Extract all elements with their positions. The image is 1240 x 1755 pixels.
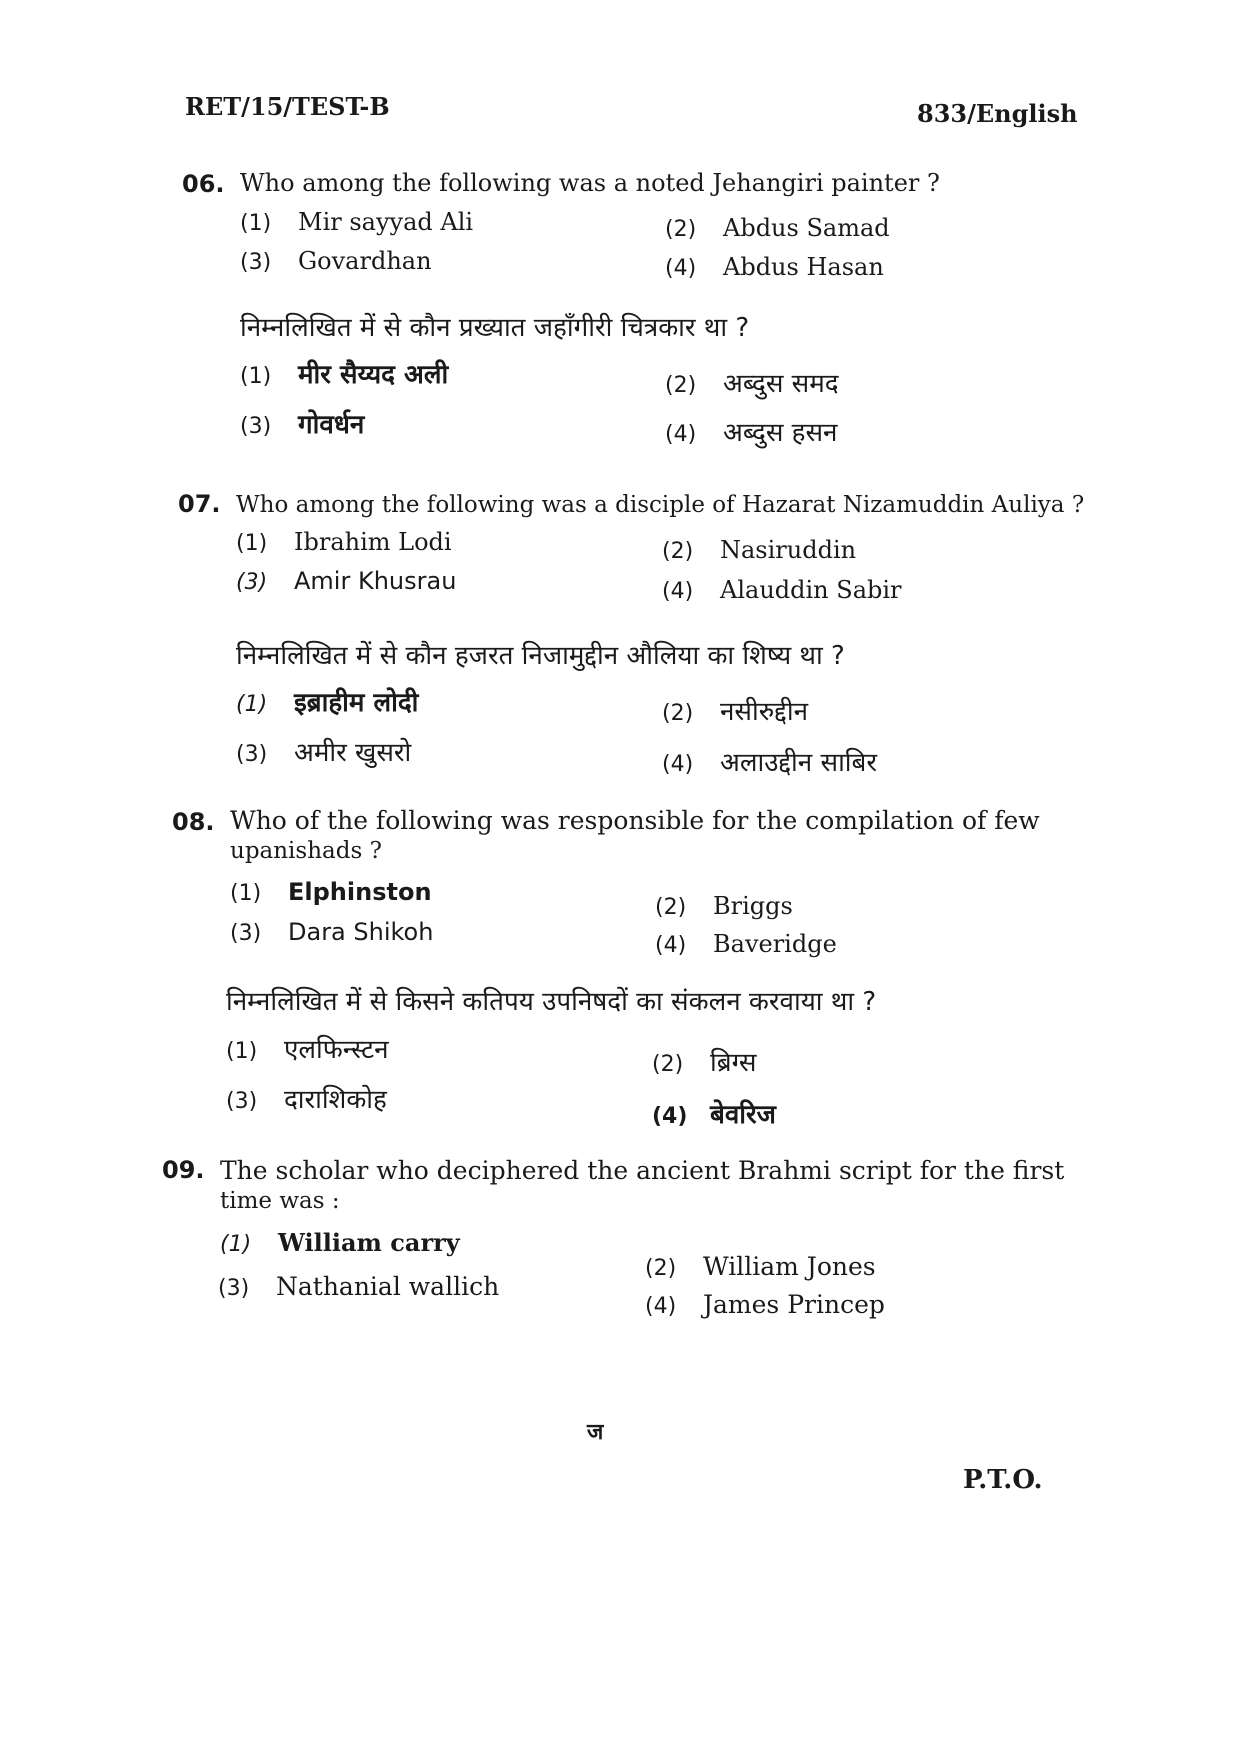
option-2-en: (2) Nasiruddin [662, 536, 857, 564]
please-turn-over: P.T.O. [963, 1465, 1043, 1495]
question-text-en-line2: upanishads ? [230, 838, 382, 864]
option-3-en: (3) Dara Shikoh [230, 918, 434, 946]
question-text-hi: निम्नलिखित में से किसने कतिपय उपनिषदों का संकलन करवाया था ? [226, 987, 877, 1017]
option-4-hi: (4) अब्दुस हसन [665, 418, 838, 448]
option-4-en: (4) Baveridge [655, 930, 837, 958]
option-2-hi: (2) अब्दुस समद [665, 369, 839, 399]
option-2-hi: (2) नसीरुद्दीन [662, 697, 809, 727]
question-text-en-line1: The scholar who deciphered the ancient Brahmi script for the first [220, 1156, 1065, 1185]
option-1-en: (1) Mir sayyad Ali [240, 208, 474, 236]
option-1-en: (1) Ibrahim Lodi [236, 528, 452, 556]
option-2-en: (2) William Jones [645, 1252, 876, 1281]
option-3-hi: (3) अमीर खुसरो [236, 738, 412, 768]
option-3-hi: (3) गोवर्धन [240, 410, 365, 440]
option-3-en: (3) Amir Khusrau [236, 567, 457, 595]
question-number: 09. [162, 1156, 205, 1184]
question-text-en-line1: Who of the following was responsible for the compilation of few [230, 806, 1040, 835]
option-1-hi: (1) इब्राहीम लोदी [236, 688, 419, 718]
paper-code: RET/15/TEST-B [185, 92, 390, 121]
option-1-en: (1) Elphinston [230, 878, 432, 906]
question-number: 07. [178, 490, 221, 518]
option-4-en: (4) Abdus Hasan [665, 253, 884, 281]
option-3-en: (3) Govardhan [240, 247, 432, 275]
question-text-hi: निम्नलिखित में से कौन प्रख्यात जहाँगीरी चित्रकार था ? [240, 313, 750, 343]
question-text-hi: निम्नलिखित में से कौन हजरत निजामुद्दीन औलिया का शिष्य था ? [236, 641, 845, 671]
option-3-hi: (3) दाराशिकोह [226, 1085, 387, 1115]
option-1-en: (1) William carry [220, 1228, 460, 1257]
option-2-hi: (2) ब्रिग्स [652, 1048, 757, 1078]
question-text-en: Who among the following was a noted Jehangiri painter ? [240, 169, 940, 197]
option-2-en: (2) Abdus Samad [665, 214, 890, 242]
paper-language: 833/English [917, 99, 1078, 128]
question-number: 06. [182, 170, 225, 198]
option-4-hi: (4) बेवरिज [652, 1100, 776, 1130]
question-number: 08. [172, 808, 215, 836]
option-3-en: (3) Nathanial wallich [218, 1272, 500, 1301]
option-4-en: (4) James Princep [645, 1290, 885, 1319]
option-1-hi: (1) मीर सैय्यद अली [240, 360, 449, 390]
option-2-en: (2) Briggs [655, 892, 793, 920]
question-text-en-line2: time was : [220, 1188, 340, 1214]
option-1-hi: (1) एलफिन्स्टन [226, 1035, 389, 1065]
page-number-mark: ज [587, 1420, 604, 1445]
question-text-en: Who among the following was a disciple of Hazarat Nizamuddin Auliya ? [236, 492, 1085, 518]
option-4-en: (4) Alauddin Sabir [662, 576, 902, 604]
option-4-hi: (4) अलाउद्दीन साबिर [662, 748, 878, 778]
